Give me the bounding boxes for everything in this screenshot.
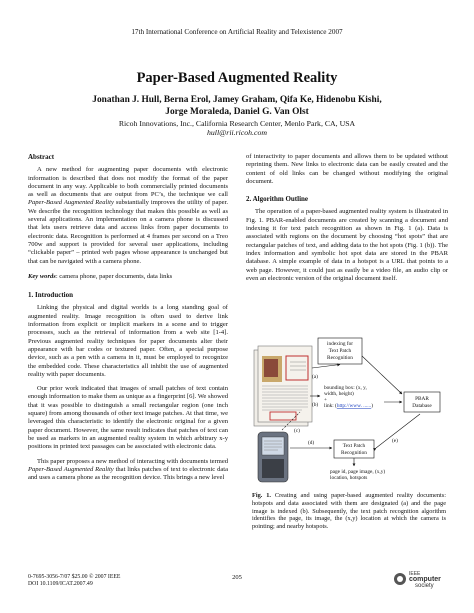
figure-1-caption: Fig. 1. Creating and using paper-based augmented reality documents: hotspots and data associated with them are designated (a) and the page image is indexed (b). Subsequently, the text patch recognition algorithm identifies the page, its image, the (x,y) location at which the camera is pointing; and nearby hotspots. <box>252 492 446 531</box>
result-line-1: page id, page image, (x,y) <box>330 469 386 475</box>
db-line-1: PBAR <box>415 396 429 402</box>
intro-paragraph-2: Our prior work indicated that images of small patches of text contain enough information to make them as unique as a fingerprint [6]. We showed that it was possible to distinguish a small rectangular region (one inch square) from among thousands of other text image patches. At that time, we leveraged this characteristic to identify the electronic original for a given paper document. However, the same result indicates that patches of text can be used as markers in an augmented reality system in which arbitrary x-y positions in printed text passages can be associated with electronic data. <box>28 385 228 451</box>
intro-paragraph-1: Linking the physical and digital worlds is a long standing goal of augmented reality. Image recognition is often used to derive link information from explicit or implicit markers in a scene and to trigger processes, such as the retrieval of information from a web site [1-4]. Previous augmented reality techniques for paper documents alter their appearance with bar codes or textured paper. Often, a special purpose device, such as a pen with a camera in it, must be employed to recognize the embedded code. These characteristics all inhibit the use of augmented reality with paper documents. <box>28 304 228 378</box>
conference-header: 17th International Conference on Artificial Reality and Telexistence 2007 <box>131 28 343 36</box>
arrow-e <box>376 414 420 448</box>
right-column <box>246 153 448 283</box>
arrow-to-db-1 <box>362 356 402 394</box>
intro-paragraph-3: This paper proposes a new method of interacting with documents termed Paper-Based Augmented Reality that links patches of text to electronic data and uses a camera phone as the recognition device. This brings a new level <box>28 457 228 482</box>
left-column <box>28 153 228 482</box>
label-b: (b) <box>312 402 319 408</box>
indexing-box-line-3: Recognition <box>327 355 353 361</box>
author-line-2: Jorge Moraleda, Daniel G. Van Olst <box>165 106 309 117</box>
paper-title: Paper-Based Augmented Reality <box>136 70 338 86</box>
db-line-2: Database <box>412 403 432 409</box>
doi-line: DOI 10.1109/ICAT.2007.49 <box>28 581 93 587</box>
recog-line-2: Recognition <box>341 450 367 456</box>
affiliation: Ricoh Innovations, Inc., California Research Center, Menlo Park, CA, USA <box>118 119 356 128</box>
label-e: (e) <box>392 438 398 444</box>
arrow-a <box>312 365 340 369</box>
recog-line-1: Text Patch <box>342 443 366 449</box>
ieee-computer-society-logo <box>393 568 449 590</box>
database-box <box>404 392 440 412</box>
algorithm-heading: 2. Algorithm Outline <box>246 195 309 204</box>
label-d: (d) <box>308 440 315 446</box>
bbox-line-1: bounding box: (x, y, <box>324 385 367 391</box>
bbox-line-2: width, height) <box>324 391 354 397</box>
algorithm-paragraph-1: The operation of a paper-based augmented reality system is illustrated in Fig. 1. PBAR-enabled documents are created by scanning a document and indexing it for text patch recognition as shown in Fig. 1 (a). Data is associated with regions on the document by choosing “hot spots” that are rectangular patches of text, and adding data to the hot spots (Fig. 1 (b)). The index information and symbolic hot spot data are stored in the PBAR database. A simple example of data in a hotspot is a URL that points to a web page. However, it could just as easily be a video file, an audio clip or even an electronic version of the original document itself. <box>246 208 448 282</box>
isbn-line: 0-7695-3056-7/07 $25.00 © 2007 IEEE <box>28 574 121 580</box>
page-number: 205 <box>232 574 242 581</box>
author-list <box>40 95 434 118</box>
right-paragraph-0: of interactivity to paper documents and allows them to be updated without reprinting them. New links to electronic data can be easily created and the content of old links can be changed without modifying the original document. <box>246 153 448 185</box>
label-a: (a) <box>312 374 318 380</box>
svg-text:computer: computer <box>409 576 441 583</box>
document-pages-image <box>254 346 312 426</box>
bbox-line-3: + <box>324 397 327 403</box>
indexing-box-line-1: indexing for <box>326 341 354 347</box>
indexing-box-line-2: Text Patch <box>328 348 352 354</box>
author-email: hull@rii.ricoh.com <box>206 128 267 137</box>
abstract-text: A new method for augmenting paper documents with electronic information is described that does not modify the format of the paper document in any way. Applicable to both commercially printed documents as well as documents that are output from PC’s, the technique we call Paper-Based Augmented Reality substantially improves the utility of paper. We describe the recognition technology that makes this possible as well as several applications. An implementation on a camera phone is discussed that lets users retrieve data and access links from paper documents to electronic data. Recognition is performed at 4 frames per second on a Treo 700w and support is provided for several user applications, including “clickable paper” – printed web pages whose appearance is unchanged but that can be navigated with a camera phone. <box>28 166 228 265</box>
abstract-heading: Abstract <box>28 153 55 161</box>
svg-text:society: society <box>415 583 434 589</box>
introduction-heading: 1. Introduction <box>28 291 73 300</box>
link-line: link: (http://www. ......) <box>324 403 373 409</box>
keywords: Key words: camera phone, paper documents, data links <box>28 272 173 280</box>
label-c: (c) <box>294 428 300 434</box>
author-line-1: Jonathan J. Hull, Berna Erol, Jamey Graham, Qifa Ke, Hidenobu Kishi, <box>92 95 382 105</box>
result-line-2: location, hotspots <box>330 475 368 481</box>
figure-1-diagram <box>252 336 444 486</box>
camera-phone-image <box>258 432 288 482</box>
svg-text:IEEE: IEEE <box>409 571 421 577</box>
